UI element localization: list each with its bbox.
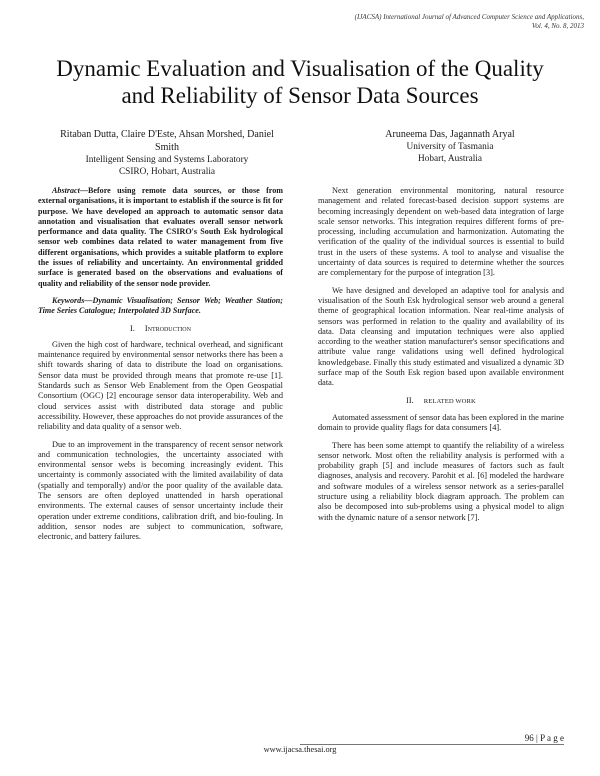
paragraph: Given the high cost of hardware, technical overhead, and significant maintenance required by environmental sensor networks there has been a shift towards sharing of data to distribute the load on organisations. Sensor data must be provided through means that promote re-use [1]. Standards such as Sensor Web Enablement from the Open Geospatial Consortium (OGC) [2] encourage sensor data interoperability. Web and cloud services assist with distributed data storage and public accessibility. However, these approaches do not provide assurances of the reliability and data quality of a sensor web. [38,339,283,432]
author-block-right [330,128,570,165]
paragraph: Automated assessment of sensor data has been explored in the marine domain to provide quality flags for data consumers [4]. [318,412,564,433]
journal-name: (IJACSA) International Journal of Advanced Computer Science and Applications, [354,13,584,21]
author-affiliation: Intelligent Sensing and Systems Laboratory [85,155,249,165]
right-column [318,186,564,530]
paragraph: Next generation environmental monitoring, natural resource management and related forecast-based decision support systems are becoming increasingly dependent on web-based data integration of large scale sensor networks. This integration requires different forms of pre-processing, including accumulation and harmonization. Automating the verification of the quality of the individual sources is essential to build trust in the users of these systems. A tool to analyse and visualise the uncertainty of data sources is required to determine whether the sources are complementary for the purpose of integration [3]. [318,186,564,278]
author-affiliation: University of Tasmania [406,142,494,152]
abstract-text: Before using remote data sources, or those from external organisations, it is important to establish if the source is fit for purpose. We have developed an approach to automatic sensor data annotation and visualisation that evaluates overall sensor network performance and data quality. The CSIRO's South Esk hydrological sensor web combines data related to water management from five different organisations, which provides a suitable platform to explore the issues of reliability and uncertainty. An environmental gridded surface is generated based on the observations and evaluations of quality and reliability of the sensor node provider. [38,186,283,288]
title-line-2: and Reliability of Sensor Data Sources [121,83,479,108]
author-location: Hobart, Australia [417,154,483,164]
section-heading-introduction [38,324,283,334]
author-block-left [24,128,310,178]
abstract [38,186,283,289]
paragraph: We have designed and developed an adaptive tool for analysis and visualisation of the South Esk hydrological sensor web around a general theme of geographical location information. Near real-time analysis of sensors was performed in relation to the quality and availability of its data. Data cleansing and imputation techniques were also applied according to the weather station manufacturer's sensor specifications and attribute value range validations using well defined hydrological knowledgebase. Finally this study estimated and visualized a dynamic 3D surface map of the South Esk region based upon available environment data. [318,285,564,388]
section-title: RELATED WORK [423,397,476,405]
page-number: 96 | P a g e [524,733,564,743]
title-line-1: Dynamic Evaluation and Visualisation of the Quality [56,56,544,81]
section-title: Introduction [144,323,191,333]
abstract-lead: Abstract— [52,186,88,195]
author-names: Aruneema Das, Jagannath Aryal [385,129,515,140]
section-heading-related-work [318,396,564,407]
section-number: II. [406,395,414,405]
journal-volume: Vol. 4, No. 8, 2013 [531,22,584,30]
paragraph: Due to an improvement in the transparency of recent sensor network and communication technologies, the uncertainty associated with environmental sensor webs is becoming increasingly evident. This uncertainty is commonly associated with the limited availability of data (spatially and temporally) and/or the poor quality of the available data. The sensors are often deployed unattended in harsh operational environments. The external causes of sensor uncertainty include their operation under extreme conditions, calibration drift, and bio-fouling. In addition, sensor nodes are subject to communication, software, electronic, and battery failures. [38,439,283,542]
author-location: CSIRO, Hobart, Australia [118,167,216,177]
section-number: I. [130,323,135,333]
author-names-line-1: Ritaban Dutta, Claire D'Este, Ahsan Morshed, Daniel [60,129,274,140]
paragraph: There has been some attempt to quantify the reliability of a wireless sensor network. Most often the reliability analysis is performed with a probability graph [5] and include measures of factors such as fault diagnoses, analysis and recovery. Parohit et al. [6] modeled the hardware and software modules of a wireless sensor network as a series-parallel structure using a reliability block diagram approach. The problem can also be decomposed into sub-problems using a physical model to align with the dynamic nature of a sensor network [7]. [318,440,564,522]
footer-url: www.ijacsa.thesai.org [263,745,337,754]
left-column [38,186,283,550]
paper-title [24,55,576,109]
author-names-line-2: Smith [155,142,179,153]
running-head [355,13,584,31]
keywords: Keywords—Dynamic Visualisation; Sensor Web; Weather Station; Time Series Catalogue; Interpolated 3D Surface. [38,295,283,316]
